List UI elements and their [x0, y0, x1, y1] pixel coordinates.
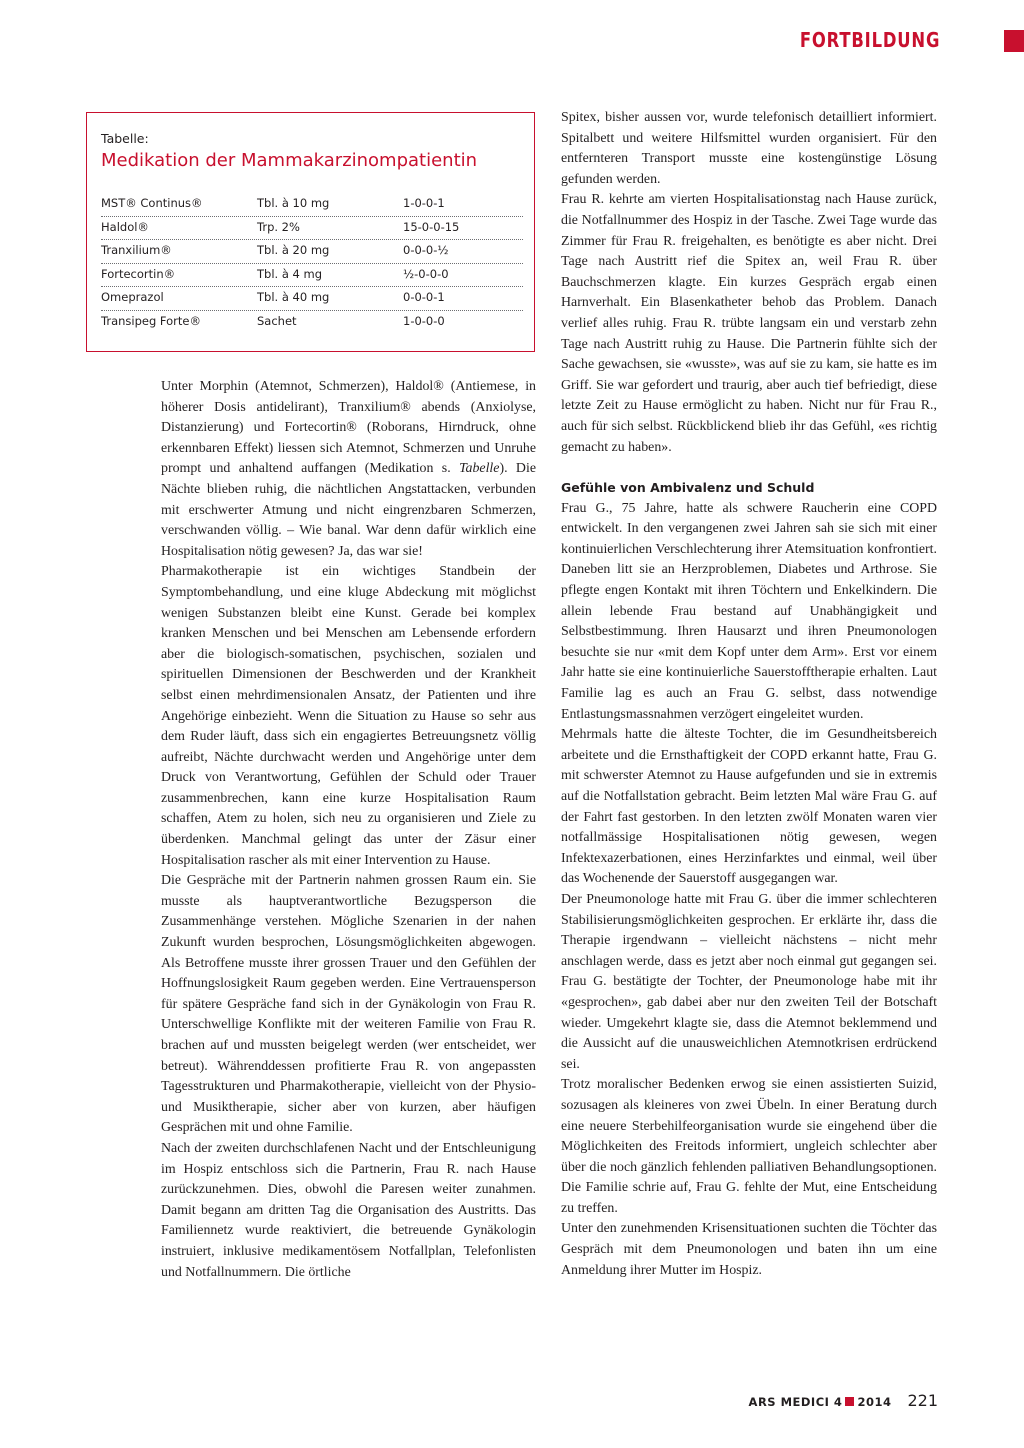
journal-name: ARS MEDICI 4 — [748, 1395, 843, 1409]
left-column — [161, 377, 536, 1283]
drug-name: Omeprazol — [101, 290, 164, 305]
drug-form: Sachet — [257, 313, 297, 328]
table-reference: Tabelle — [459, 461, 500, 477]
drug-name: MST® Continus® — [101, 196, 203, 210]
table-row — [101, 193, 523, 217]
journal-year: 2014 — [857, 1395, 892, 1409]
section-marker — [1004, 30, 1024, 52]
drug-form: Tbl. à 20 mg — [257, 243, 330, 258]
table-row — [101, 240, 523, 264]
drug-dose: 0-0-0-1 — [403, 290, 445, 305]
drug-name: Haldol® — [101, 219, 149, 234]
table-row — [101, 217, 523, 241]
section-heading: Gefühle von Ambivalenz und Schuld — [561, 480, 815, 496]
drug-dose: 1-0-0-1 — [403, 196, 445, 210]
table-row — [101, 264, 523, 288]
drug-name: Transipeg Forte® — [101, 313, 201, 328]
paragraph — [161, 377, 536, 562]
drug-dose: ½-0-0-0 — [403, 266, 449, 281]
medication-list — [101, 193, 523, 335]
paragraph: Spitex, bisher aussen vor, wurde telefonisch detailliert informiert. Spitalbett und weitere Hilfsmittel wurden organisiert. Für den entfernteren Transport musste eine kostengünstige Lösung gefunden werden. — [561, 110, 937, 187]
drug-name: Fortecortin® — [101, 266, 176, 281]
paragraph: Unter den zunehmenden Krisensituationen suchten die Töchter das Gespräch mit dem Pneumonologen und baten ihn um eine Anmeldung ihrer Mutter im Hospiz. — [561, 1221, 937, 1278]
table-row — [101, 311, 523, 335]
paragraph: Trotz moralischer Bedenken erwog sie einen assistierten Suizid, sozusagen als kleineres von zwei Übeln. In einer Beratung durch eine neuere Sterbehilfeorganisation wurde sie eingehend über die Möglichkeiten des Freitods informiert, ungleich schlechter aber über die noch gänzlich fehlenden palliativen Behandlungsoptionen. Die Familie schrie auf, Frau G. fehlte der Mut, eine Entscheidung zu treffen. — [561, 1077, 937, 1216]
table-title: Medikation der Mammakarzinompatientin — [101, 150, 478, 171]
paragraph: Der Pneumonologe hatte mit Frau G. über die immer schlechteren Stabilisierungsmöglichkeiten gesprochen. Er erklärte ihr, dass die Therapie irgendwann – vielleicht nächstens – nicht mehr anschlagen werde, dass es jetzt aber noch einmal gut gegangen sei. Frau G. bestätigte der Tochter, der Pneumonologe habe mit ihr «gesprochen», gab dabei aber nur den zweiten Teil der Botschaft wieder. Umgekehrt klagte sie, dass die Atemnot beklemmend und die Aussicht auf die unausweichlichen Atemnotkrisen erdrückend sei. — [561, 891, 937, 1072]
footer-square-icon — [845, 1397, 854, 1406]
drug-dose: 1-0-0-0 — [403, 313, 445, 328]
drug-form: Trp. 2% — [257, 219, 300, 234]
drug-form: Tbl. à 40 mg — [257, 290, 330, 305]
paragraph: Frau R. kehrte am vierten Hospitalisationstag nach Hause zurück, die Notfallnummer des Hospiz in der Tasche. Zwei Tage wurde das Zimmer für Frau R. freigehalten, es benötigte es aber nicht. Drei Tage nach Austritt rief die Spitex an, weil Frau R. über Bauchschmerzen klagte. Ein kurzes Gespräch ergab einen Harnverhalt. Ein Blasenkatheter behob das Problem. Danach verlief alles ruhig. Frau R. trübte langsam ein und verstarb zehn Tage nach Austritt ruhig zu Hause. Die Partnerin fühlte sich der Sache gewachsen, sie «wusste», was auf sie zu kam, sie hatte es im Griff. Sie war gefordert und traurig, aber auch tief befriedigt, diese letzte Zeit zu Hause ermöglicht zu haben. Nicht nur für Frau R., auch für sich selbst. Rückblickend blieb ihr das Gefühl, «es richtig gemacht zu haben». — [561, 192, 937, 455]
paragraph-text: ). Die Nächte blieben ruhig, die nächtlichen Angstattacken, verbunden mit erschwerter Atmung und nicht eingrenzbaren Schmerzen, verschwanden völlig. – Wie banal. War denn dafür wirklich eine Hospitalisation nötig gewesen? Ja, das war sie! — [161, 461, 536, 559]
paragraph: Nach der zweiten durchschlafenen Nacht und der Entschleunigung im Hospiz entschloss sich die Partnerin, Frau R. nach Hause zurückzunehmen. Dies, obwohl die Paresen weiter zunahmen. Damit begann am dritten Tag die Organisation des Austritts. Das Familiennetz wurde reaktiviert, die betreuende Gynäkologin instruiert, inklusive medikamentösem Notfallplan, Telefonlisten und Notfallnummern. Die örtliche — [161, 1140, 536, 1280]
paragraph: Die Gespräche mit der Partnerin nahmen grossen Raum ein. Sie musste als hauptverantwortliche Bezugsperson die Zusammenhänge verstehen. Mögliche Szenarien in der nahen Zukunft wurden besprochen, Lösungsmöglichkeiten abgewogen. Als Betroffene musste ihrer grossen Trauer und den Gefühlen der Hoffnungslosigkeit Raum gegeben werden. Eine Vertrauensperson für spätere Gespräche fand sich in der Gynäkologin von Frau R. Unterschwellige Konflikte mit der weiteren Familie von Frau R. brachen auf und mussten beigelegt werden (wer entscheidet, wer betreut). Währenddessen profitierte Frau R. von angepassten Tagesstrukturen und Pharmakotherapie, vielleicht von der Physio- und Musiktherapie, sicher aber von kurzen, aber häufigen Gesprächen mit und ohne Familie. — [161, 873, 536, 1136]
section-title: FORTBILDUNG — [799, 28, 940, 52]
paragraph-text: Unter Morphin (Atemnot, Schmerzen), Haldol® (Antiemese, in höherer Dosis antidelirant), Tranxilium® abends (Anxiolyse, Distanzierung) und Fortecortin® (Roborans, Hirndruck, ohne erkennbaren Effekt) liessen sich Atemnot, Schmerzen und Unruhe prompt und anhaltend auffangen (Medikation s. — [161, 379, 536, 477]
drug-form: Tbl. à 4 mg — [257, 266, 323, 281]
medication-table — [86, 112, 535, 352]
right-column — [561, 108, 937, 1281]
page-number: 221 — [907, 1391, 938, 1410]
drug-name: Tranxilium® — [101, 243, 172, 258]
drug-form: Tbl. à 10 mg — [257, 196, 330, 210]
paragraph: Pharmakotherapie ist ein wichtiges Standbein der Symptombehandlung, und eine kluge Abdeckung mit möglichst wenigen Substanzen bleibt eine Kunst. Gerade bei komplex kranken Menschen und bei Menschen am Lebensende erfordern aber die biologisch-somatischen, psychischen, sozialen und spirituellen Dimensionen der Beschwerden und der Krankheit selbst einen mehrdimensionalen Ansatz, der Patienten und ihre Angehörige einbezieht. Wenn die Situation zu Hause so sehr aus dem Ruder läuft, dass sich ein engagiertes Betreuungsnetz völlig aufreibt, Nächte durchwacht werden und Angehörige unter dem Druck von Verantwortung, Gefühlen der Schuld oder Trauer zusammenbrechen, kann eine kurze Hospitalisation Raum schaffen, Atem zu holen, sich neu zu organisieren und Ziele zu überdenken. Manchmal gelingt das unter der Zäsur einer Hospitalisation rascher als mit einer Intervention zu Hause. — [161, 564, 536, 868]
page-footer — [749, 1391, 938, 1410]
drug-dose: 0-0-0-½ — [403, 243, 449, 258]
table-label: Tabelle: — [101, 131, 149, 146]
table-row — [101, 287, 523, 311]
paragraph: Mehrmals hatte die älteste Tochter, die im Gesundheitsbereich arbeitete und die Ernsthaftigkeit der COPD erkannt hatte, Frau G. mit schwerster Atemnot zu Hause aufgefunden und sie in extremis auf die Notfallstation gebracht. Beim letzten Mal wäre Frau G. auf der Fahrt fast gestorben. In den letzten zwölf Monaten waren vier notfallmässige Hospitalisationen nötig gewesen, wegen Infektexazerbationen, eines Herzinfarktes und einmal, weil über das Wochenende der Sauerstoff ausgegangen war. — [561, 727, 937, 887]
paragraph: Frau G., 75 Jahre, hatte als schwere Raucherin eine COPD entwickelt. In den vergangenen zwei Jahren sah sie sich mit einer kontinuierlichen Verschlechterung ihrer Atemsituation konfrontiert. Daneben litt sie an Herzproblemen, Diabetes und Arthrose. Sie pflegte engen Kontakt mit ihren Töchtern und Enkelkindern. Die allein lebende Frau bestand auf Unabhängigkeit und Selbstbestimmung. Ihren Hausarzt und ihren Pneumonologen besuchte sie nur «mit dem Kopf unter dem Arm». Erst vor einem Jahr hatte sie eine kontinuierliche Sauerstofftherapie erhalten. Laut Familie lag es auch an Frau G. selbst, dass notwendige Entlastungsmassnahmen verzögert eingeleitet wurden. — [561, 500, 937, 722]
drug-dose: 15-0-0-15 — [403, 219, 460, 234]
